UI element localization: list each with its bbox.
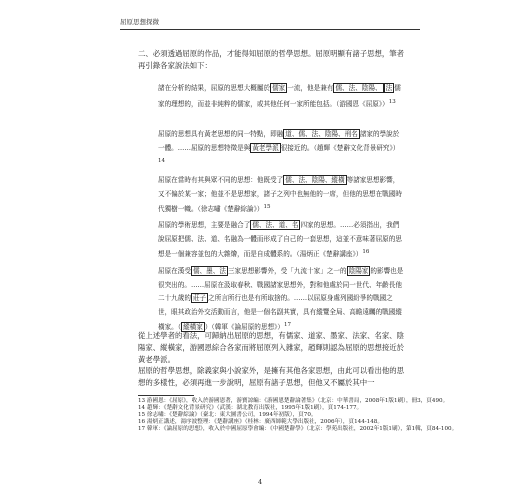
quote-text: 屈原在當時有其與眾不同的思想：他既受了 [158,176,284,184]
page-number: 4 [258,478,263,486]
summary-paragraph: 從上述學者的看法，可歸納出屈原的思想，有儒家、道家、墨家、法家、名家、陰陽家、縱橫家，游國恩綜合各家而將屈原列入雜家，趙輝則認為屈原的思想接近於黃老學派。 [138,331,405,364]
boxed-term: 儒、法、道、名 [252,221,299,229]
footnote-ref: 15 [263,204,271,210]
running-title: 屈原思想探微 [120,18,159,26]
boxed-term: 黃老學派 [252,143,279,152]
quote-text: 儒家的理想的，而並非純粹的儒家，或其他任何一家所能包括。（游國恩《屈原》） [158,84,401,108]
footnotes [138,398,458,433]
footnote: 14 趙輝：《楚辭文化背景研究》（武漢：湖北教育出版社，1995年1版1刷），頁174-177。 [138,405,363,411]
quote-text: 的影響也是很突出的。……屈原在汲取春秋、戰國諸家思想外，對和他處於同一世代、年齡長他二十九歲的 [158,267,404,302]
analysis-paragraph: 屈原的哲學思想，除義家與小說家外，是擁有其他各家思想，由此可以看出他的思想的多樣性，必須再進一步說明，屈原有諸子思想，但他又不屬於其中一 [138,366,405,387]
intro-paragraph: 二、必須透過屈原的作品，才能得知屈原的哲學思想。屈原明顯有諸子思想，筆者再引錄各家說法如下： [138,49,405,70]
boxed-term: 莊子 [192,294,207,302]
boxed-term: 儒、法、陰陽、 [335,84,382,92]
quote-text: 三家思想影響外，受「九流十家」之一的 [227,267,347,275]
footnote-divider [138,395,194,396]
boxed-term: 儒家 [272,84,286,92]
footnote-ref: 13 [388,98,396,105]
boxed-term: 法 [385,84,393,92]
footnote: 16 湯炳正講述，湯序波整理：《楚辭講座》（桂林：廣西師範大學出版社，2006年），頁144-148。 [138,419,383,425]
boxed-term: 縱橫家 [183,323,203,332]
block-quote-4 [158,219,404,262]
boxed-term: 陰陽家 [348,267,369,275]
footnote: 15 徐志嘯：《楚辭綜論》（臺北：東大圖書公司，1994年初版），頁70。 [138,412,317,418]
boxed-term: 道、儒、法、陰陽、刑名 [285,130,358,138]
running-header [120,15,420,30]
boxed-term: 儒、墨、法 [192,267,226,275]
quote-text: 四家的思想。……必須指出，我們說屈原把儒、法、道、名融為一體而形成了自己的一套思想，這並不意味著屈原的思想是一個兼容並包的大雜燴，而是自成體系的。（湯炳正《楚辭講座》） [158,221,402,259]
block-quote-2 [158,128,404,171]
block-quote-3 [158,174,404,217]
quote-text: 等諸家思想影響，又不偏於某一家；他並不是思想家，諸子之列中也無他的一席，但他的思想在戰國時代獨樹一幟。（徐志嘯《楚辭綜論》） [158,176,402,214]
block-quote-1 [158,82,404,111]
footnote-ref: 14 [158,158,165,164]
boxed-term: 儒、法、陰陽、縱橫 [285,176,345,184]
footnote-ref: 16 [362,249,370,255]
block-quote-5 [158,265,404,335]
quote-text: 屈原的學術思想，主要是融合了 [158,221,251,229]
footnote: 13 游國恩：《屈原》，收入於游國恩著，游寶諒編：《游國恩楚辭論著集》（北京：中華書局，2008年1版1刷），冊3，頁490。 [138,398,449,404]
footnote-ref: 17 [283,322,291,328]
quote-text: 諸家的學說於一體。……屈原的思想特徵是與 [158,130,400,152]
quote-text: 之所言所行也是有所取捨的。……以屈原身處列國紛爭的戰國之世，眼其政治外交活動而言，他是一個名副其實，具有縱覽全局、高瞻遠矚的戰國縱橫家。（ [158,294,402,332]
quote-text: ）（韓軍《論屈原的思想》） [204,323,284,332]
quote-text: 屈原的思想具有黃老思想的同一特點，即融 [158,130,284,138]
footnote: 17 韓軍：《論屈原的思想》，收入於中國屈原學會編：《中國楚辭學》（北京：學苑出版社，2002年1版1刷），第1輯，頁84-100。 [138,426,458,432]
quote-text: 很接近的。（趙輝《楚辭文化背景研究》） [280,143,400,152]
quote-text: 一流，他是兼有 [287,84,334,92]
quote-text: 屈原在漢受 [158,267,191,275]
quote-text: 諸在分析的結果，屈原的思想大概屬於 [158,84,271,92]
